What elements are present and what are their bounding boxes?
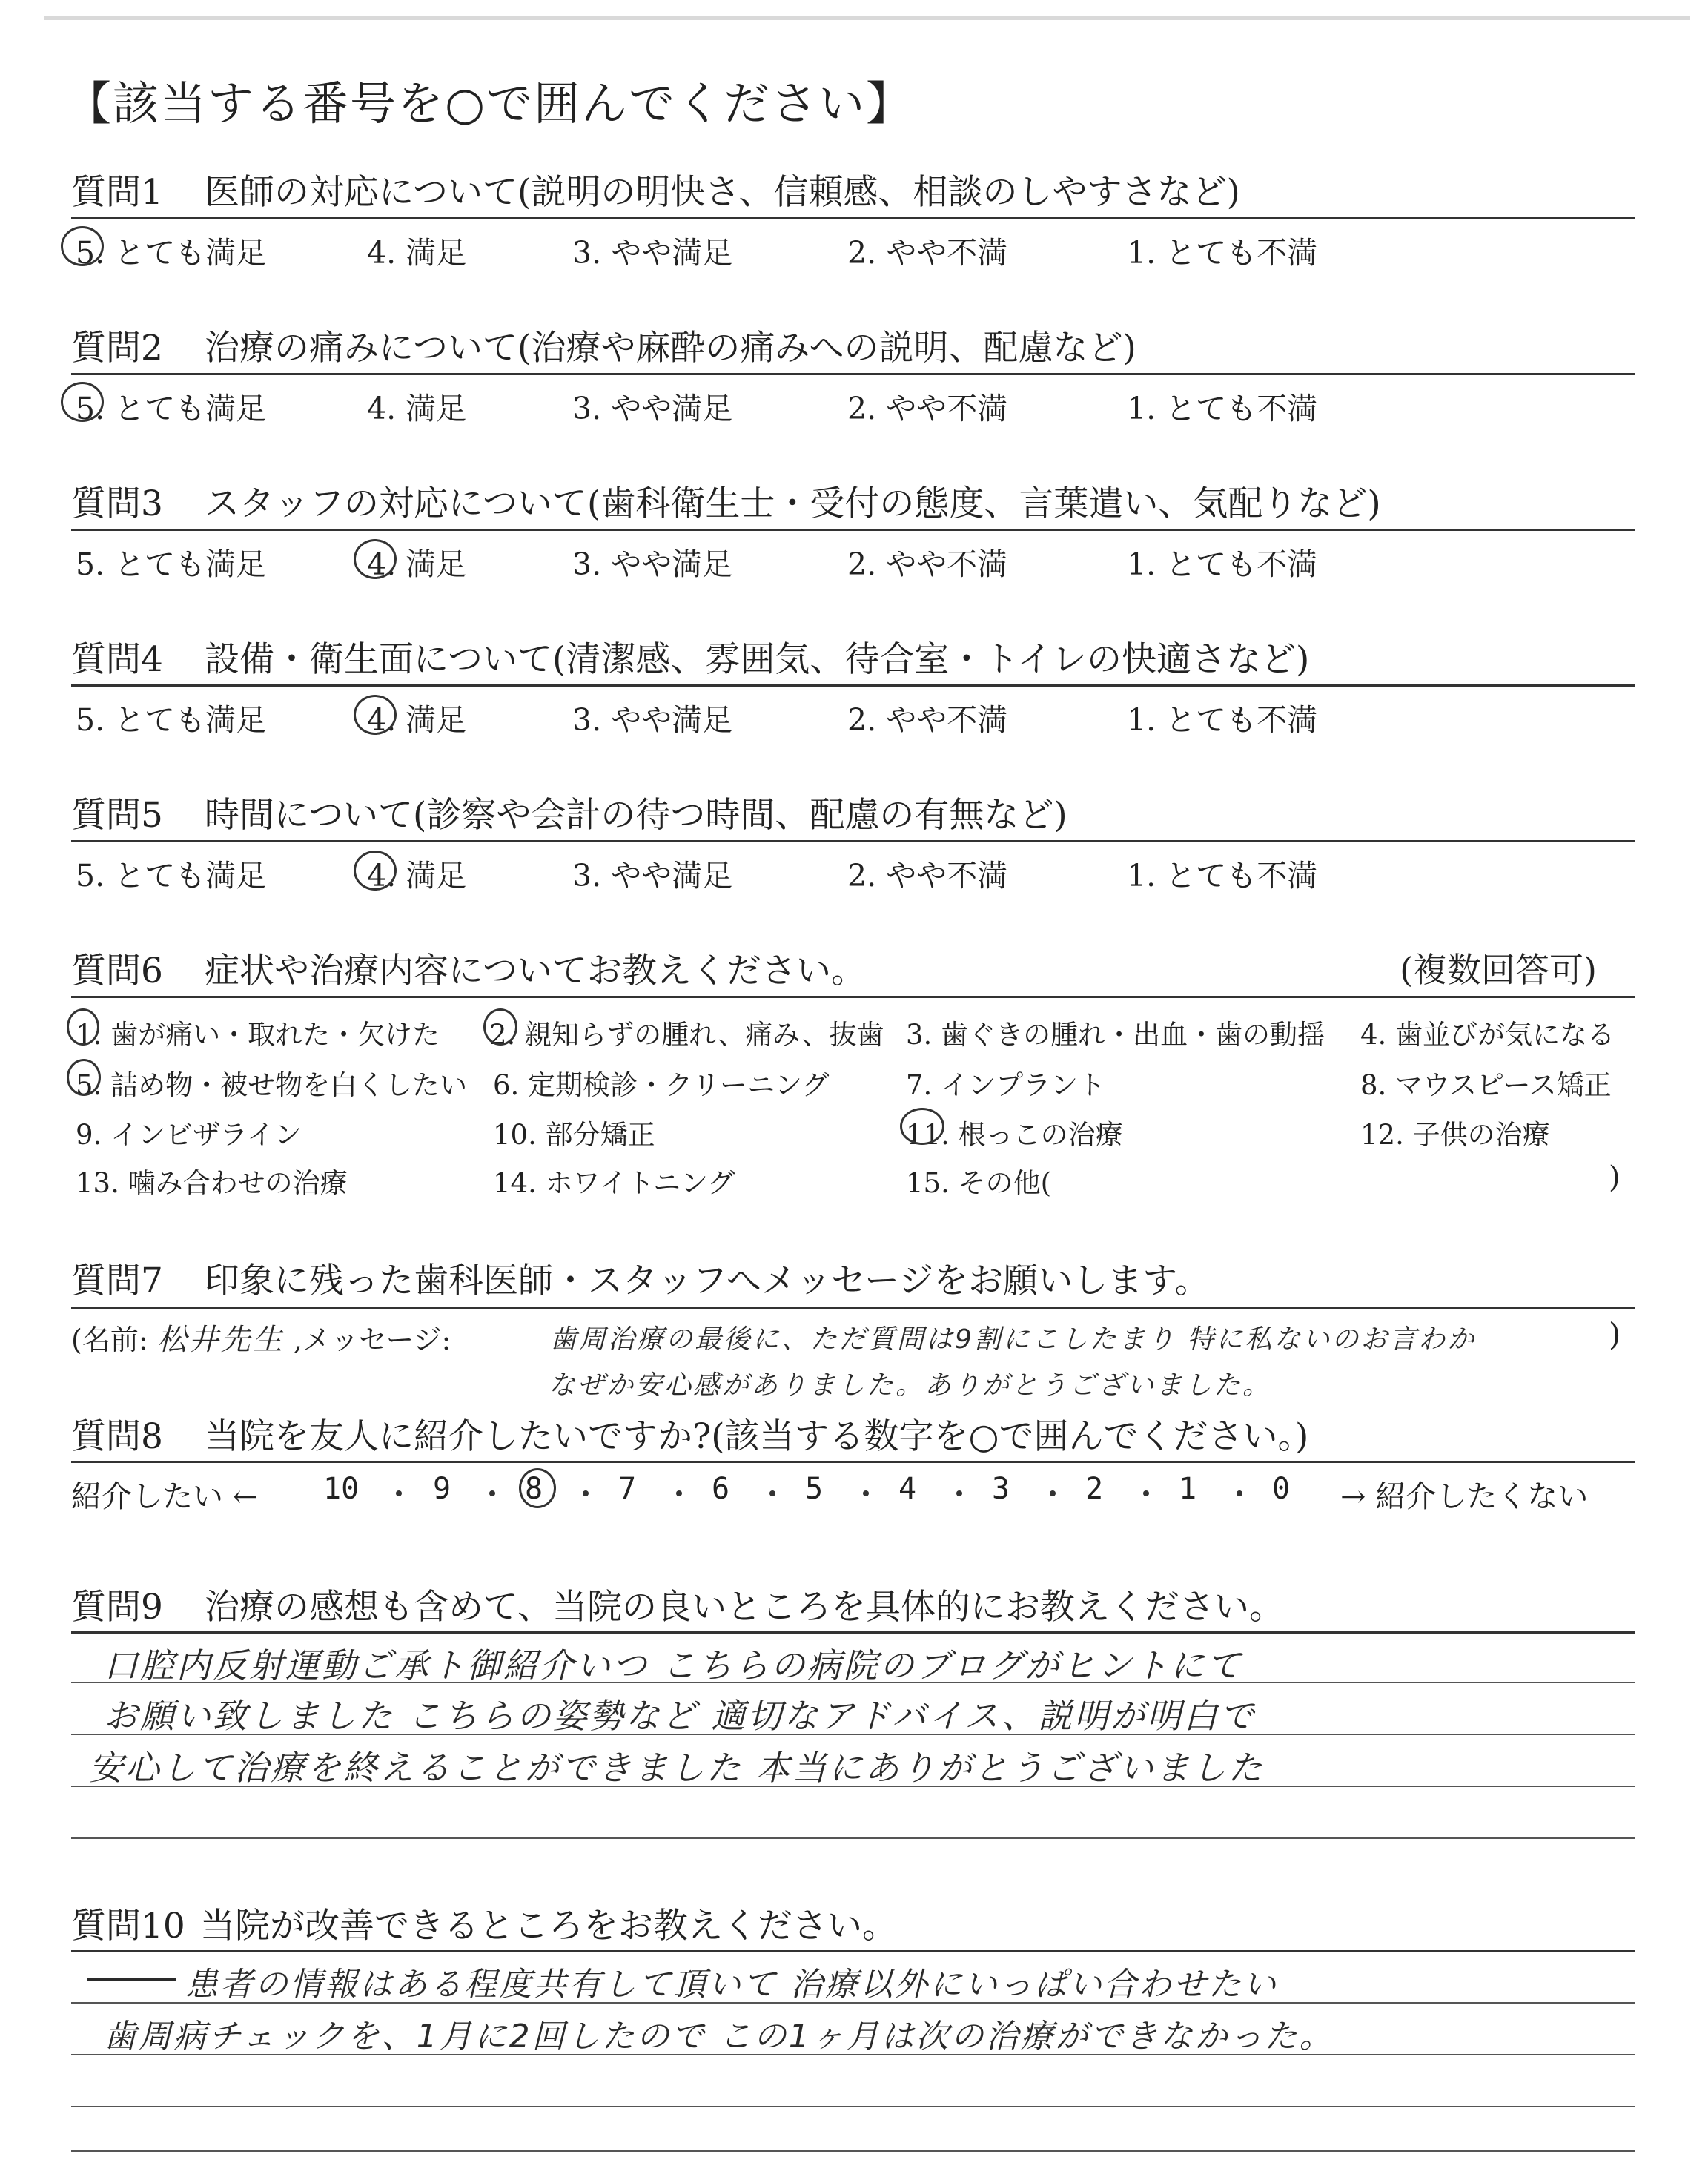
q9-answer-line-1[interactable]: 口腔内反射運動ご承ト御紹介いつ こちらの病院のブログがヒントにて xyxy=(104,1645,1243,1685)
q8-scale-0[interactable]: 0 xyxy=(1272,1472,1291,1506)
question-6 xyxy=(71,943,866,993)
q1-option-5[interactable]: 5. とても満足 xyxy=(76,235,267,271)
q7-name-value[interactable]: 松井先生 xyxy=(156,1323,285,1357)
q5-option-4[interactable]: 4. 満足 xyxy=(367,858,467,894)
question-4-number: 質問4 xyxy=(71,639,163,680)
q7-name-label: (名前: xyxy=(71,1324,148,1356)
q6-option-15[interactable]: 15. その他( xyxy=(906,1167,1052,1199)
question-9-rule xyxy=(71,1631,1635,1634)
question-5-text: 時間について(診察や会計の待つ時間、配慮の有無など) xyxy=(205,795,1068,836)
q3-option-1[interactable]: 1. とても不満 xyxy=(1127,546,1318,582)
q6-option-3[interactable]: 3. 歯ぐきの腫れ・出血・歯の動揺 xyxy=(906,1019,1325,1051)
q6-selection-circle-2 xyxy=(483,1008,517,1046)
q8-scale-9[interactable]: 9 xyxy=(433,1472,451,1506)
q6-selection-circle-5 xyxy=(67,1059,101,1096)
q9-writing-line xyxy=(71,1837,1635,1839)
q6-option-5[interactable]: 5. 詰め物・被せ物を白くしたい xyxy=(76,1069,468,1101)
q8-scale-10[interactable]: 10 xyxy=(323,1472,360,1506)
question-7 xyxy=(71,1253,1209,1303)
question-2 xyxy=(71,320,1136,370)
question-3 xyxy=(71,476,1381,526)
q1-option-1[interactable]: 1. とても不満 xyxy=(1127,235,1318,271)
q6-option-9[interactable]: 9. インビザライン xyxy=(76,1119,302,1151)
question-2-rule xyxy=(71,373,1635,375)
q7-message-line-2[interactable]: なぜか安心感がありました。ありがとうございました。 xyxy=(549,1370,1272,1401)
q8-dot xyxy=(769,1490,775,1496)
q8-scale xyxy=(323,1472,1361,1509)
question-4 xyxy=(71,632,1309,681)
q8-scale-7[interactable]: 7 xyxy=(618,1472,637,1506)
q8-right-label: → 紹介したくない xyxy=(1340,1479,1589,1514)
q6-option-6[interactable]: 6. 定期検診・クリーニング xyxy=(493,1069,830,1101)
q9-answer-line-2[interactable]: お願い致しました こちらの姿勢など 適切なアドバイス、説明が明白で xyxy=(104,1696,1257,1736)
question-4-rule xyxy=(71,684,1635,687)
question-6-text: 症状や治療内容についてお教えください。 xyxy=(205,951,867,991)
question-1-rule xyxy=(71,217,1635,219)
question-6-number: 質問6 xyxy=(71,951,163,991)
question-10-text: 当院が改善できるところをお教えください。 xyxy=(200,1906,897,1946)
q8-scale-2[interactable]: 2 xyxy=(1085,1472,1104,1506)
q5-option-2[interactable]: 2. やや不満 xyxy=(847,858,1008,894)
q2-option-5[interactable]: 5. とても満足 xyxy=(76,391,267,426)
q10-writing-line xyxy=(71,2150,1635,2152)
question-10-rule xyxy=(71,1950,1635,1952)
q1-option-2[interactable]: 2. やや不満 xyxy=(847,235,1008,271)
q8-scale-8[interactable]: 8 xyxy=(525,1472,543,1506)
q8-scale-6[interactable]: 6 xyxy=(712,1472,730,1506)
q7-message-line xyxy=(71,1316,451,1358)
question-1-text: 医師の対応について(説明の明快さ、信頼感、相談のしやすさなど) xyxy=(205,172,1240,213)
q10-writing-line xyxy=(71,2106,1635,2107)
q3-selection-circle xyxy=(354,539,397,579)
page-title: 【該当する番号を○で囲んでください】 xyxy=(65,76,914,131)
q7-close-paren: ) xyxy=(1609,1316,1621,1353)
q6-other-close-paren: ) xyxy=(1609,1160,1621,1195)
q2-option-4[interactable]: 4. 満足 xyxy=(367,391,467,426)
q3-option-3[interactable]: 3. やや満足 xyxy=(572,546,733,582)
q5-option-3[interactable]: 3. やや満足 xyxy=(572,858,733,894)
question-8 xyxy=(71,1409,1308,1459)
q4-option-4[interactable]: 4. 満足 xyxy=(367,702,467,738)
q3-option-2[interactable]: 2. やや不満 xyxy=(847,546,1008,582)
question-10 xyxy=(71,1898,897,1948)
q2-option-2[interactable]: 2. やや不満 xyxy=(847,391,1008,426)
question-9-number: 質問9 xyxy=(71,1587,163,1628)
q6-selection-circle-1 xyxy=(67,1008,99,1046)
q8-scale-1[interactable]: 1 xyxy=(1179,1472,1197,1506)
q2-selection-circle xyxy=(61,382,104,422)
question-7-rule xyxy=(71,1307,1635,1309)
q3-option-4[interactable]: 4. 満足 xyxy=(367,546,467,582)
question-2-text: 治療の痛みについて(治療や麻酔の痛みへの説明、配慮など) xyxy=(205,328,1136,369)
q8-dot xyxy=(396,1490,402,1496)
q4-option-5[interactable]: 5. とても満足 xyxy=(76,702,267,738)
q6-option-11[interactable]: 11. 根っこの治療 xyxy=(906,1119,1123,1151)
q1-option-4[interactable]: 4. 満足 xyxy=(367,235,467,271)
q8-dot xyxy=(489,1490,495,1496)
q6-option-7[interactable]: 7. インプラント xyxy=(906,1069,1106,1101)
question-1 xyxy=(71,165,1240,214)
question-10-number: 質問10 xyxy=(71,1906,185,1946)
question-2-number: 質問2 xyxy=(71,328,163,369)
q8-dot xyxy=(676,1490,682,1496)
question-1-number: 質問1 xyxy=(71,172,163,213)
q6-option-10[interactable]: 10. 部分矯正 xyxy=(493,1119,655,1151)
q8-scale-5[interactable]: 5 xyxy=(805,1472,824,1506)
q7-message-label: ,メッセージ: xyxy=(293,1324,451,1356)
question-3-text: スタッフの対応について(歯科衛生士・受付の態度、言葉遣い、気配りなど) xyxy=(205,483,1381,524)
q6-selection-circle-11 xyxy=(900,1108,944,1145)
question-3-rule xyxy=(71,529,1635,531)
question-7-text: 印象に残った歯科医師・スタッフへメッセージをお願いします。 xyxy=(205,1261,1210,1301)
q6-option-12[interactable]: 12. 子供の治療 xyxy=(1360,1119,1550,1151)
q8-dot xyxy=(956,1490,962,1496)
q6-option-1[interactable]: 1. 歯が痛い・取れた・欠けた xyxy=(76,1019,440,1051)
q6-option-8[interactable]: 8. マウスピース矯正 xyxy=(1360,1069,1612,1101)
question-5-number: 質問5 xyxy=(71,795,163,836)
question-5 xyxy=(71,787,1068,837)
q6-option-13[interactable]: 13. 噛み合わせの治療 xyxy=(76,1167,348,1199)
q6-option-2[interactable]: 2. 親知らずの腫れ、痛み、抜歯 xyxy=(489,1019,884,1051)
q5-option-5[interactable]: 5. とても満足 xyxy=(76,858,267,894)
question-8-text: 当院を友人に紹介したいですか?(該当する数字を○で囲んでください。) xyxy=(205,1416,1309,1457)
q8-scale-3[interactable]: 3 xyxy=(992,1472,1010,1506)
q4-option-3[interactable]: 3. やや満足 xyxy=(572,702,733,738)
question-6-rule xyxy=(71,996,1635,998)
q1-selection-circle xyxy=(61,226,104,266)
q8-dot xyxy=(1050,1490,1056,1496)
q8-dot xyxy=(1237,1490,1242,1496)
q5-selection-circle xyxy=(354,851,397,891)
q6-option-14[interactable]: 14. ホワイトニング xyxy=(493,1167,735,1199)
q2-option-1[interactable]: 1. とても不満 xyxy=(1127,391,1318,426)
q10-answer-line-2[interactable]: 歯周病チェックを、1月に2回したので この1ヶ月は次の治療ができなかった。 xyxy=(104,2018,1334,2055)
question-9 xyxy=(71,1579,1284,1629)
question-4-text: 設備・衛生面について(清潔感、雰囲気、待合室・トイレの快適さなど) xyxy=(205,639,1310,680)
q8-scale-4[interactable]: 4 xyxy=(898,1472,917,1506)
q6-option-4[interactable]: 4. 歯並びが気になる xyxy=(1360,1019,1615,1051)
top-border xyxy=(44,16,1690,20)
question-5-rule xyxy=(71,840,1635,842)
question-7-number: 質問7 xyxy=(71,1261,163,1301)
q1-option-3[interactable]: 3. やや満足 xyxy=(572,235,733,271)
question-3-number: 質問3 xyxy=(71,483,163,524)
question-9-text: 治療の感想も含めて、当院の良いところを具体的にお教えください。 xyxy=(205,1587,1285,1628)
q4-option-1[interactable]: 1. とても不満 xyxy=(1127,702,1318,738)
q8-selection-circle xyxy=(519,1468,556,1508)
q8-dot xyxy=(1143,1490,1149,1496)
q4-selection-circle xyxy=(354,695,397,735)
question-8-number: 質問8 xyxy=(71,1416,163,1457)
q9-answer-line-3[interactable]: 安心して治療を終えることができました 本当にありがとうございました xyxy=(89,1748,1265,1788)
q8-dot xyxy=(583,1490,589,1496)
q5-option-1[interactable]: 1. とても不満 xyxy=(1127,858,1318,894)
question-8-rule xyxy=(71,1461,1635,1463)
q10-strikeout-mark xyxy=(87,1978,176,1981)
q10-answer-line-1[interactable]: 患者の情報はある程度共有して頂いて 治療以外にいっぱい合わせたい xyxy=(185,1966,1278,2004)
q3-option-5[interactable]: 5. とても満足 xyxy=(76,546,267,582)
question-6-note: (複数回答可) xyxy=(1400,950,1597,990)
q8-left-label: 紹介したい ← xyxy=(71,1479,259,1514)
q7-message-line-1[interactable]: 歯周治療の最後に、ただ質問は9割にこしたまり 特に私ないのお言わか xyxy=(550,1324,1477,1355)
q4-option-2[interactable]: 2. やや不満 xyxy=(847,702,1008,738)
q2-option-3[interactable]: 3. やや満足 xyxy=(572,391,733,426)
q8-dot xyxy=(863,1490,869,1496)
